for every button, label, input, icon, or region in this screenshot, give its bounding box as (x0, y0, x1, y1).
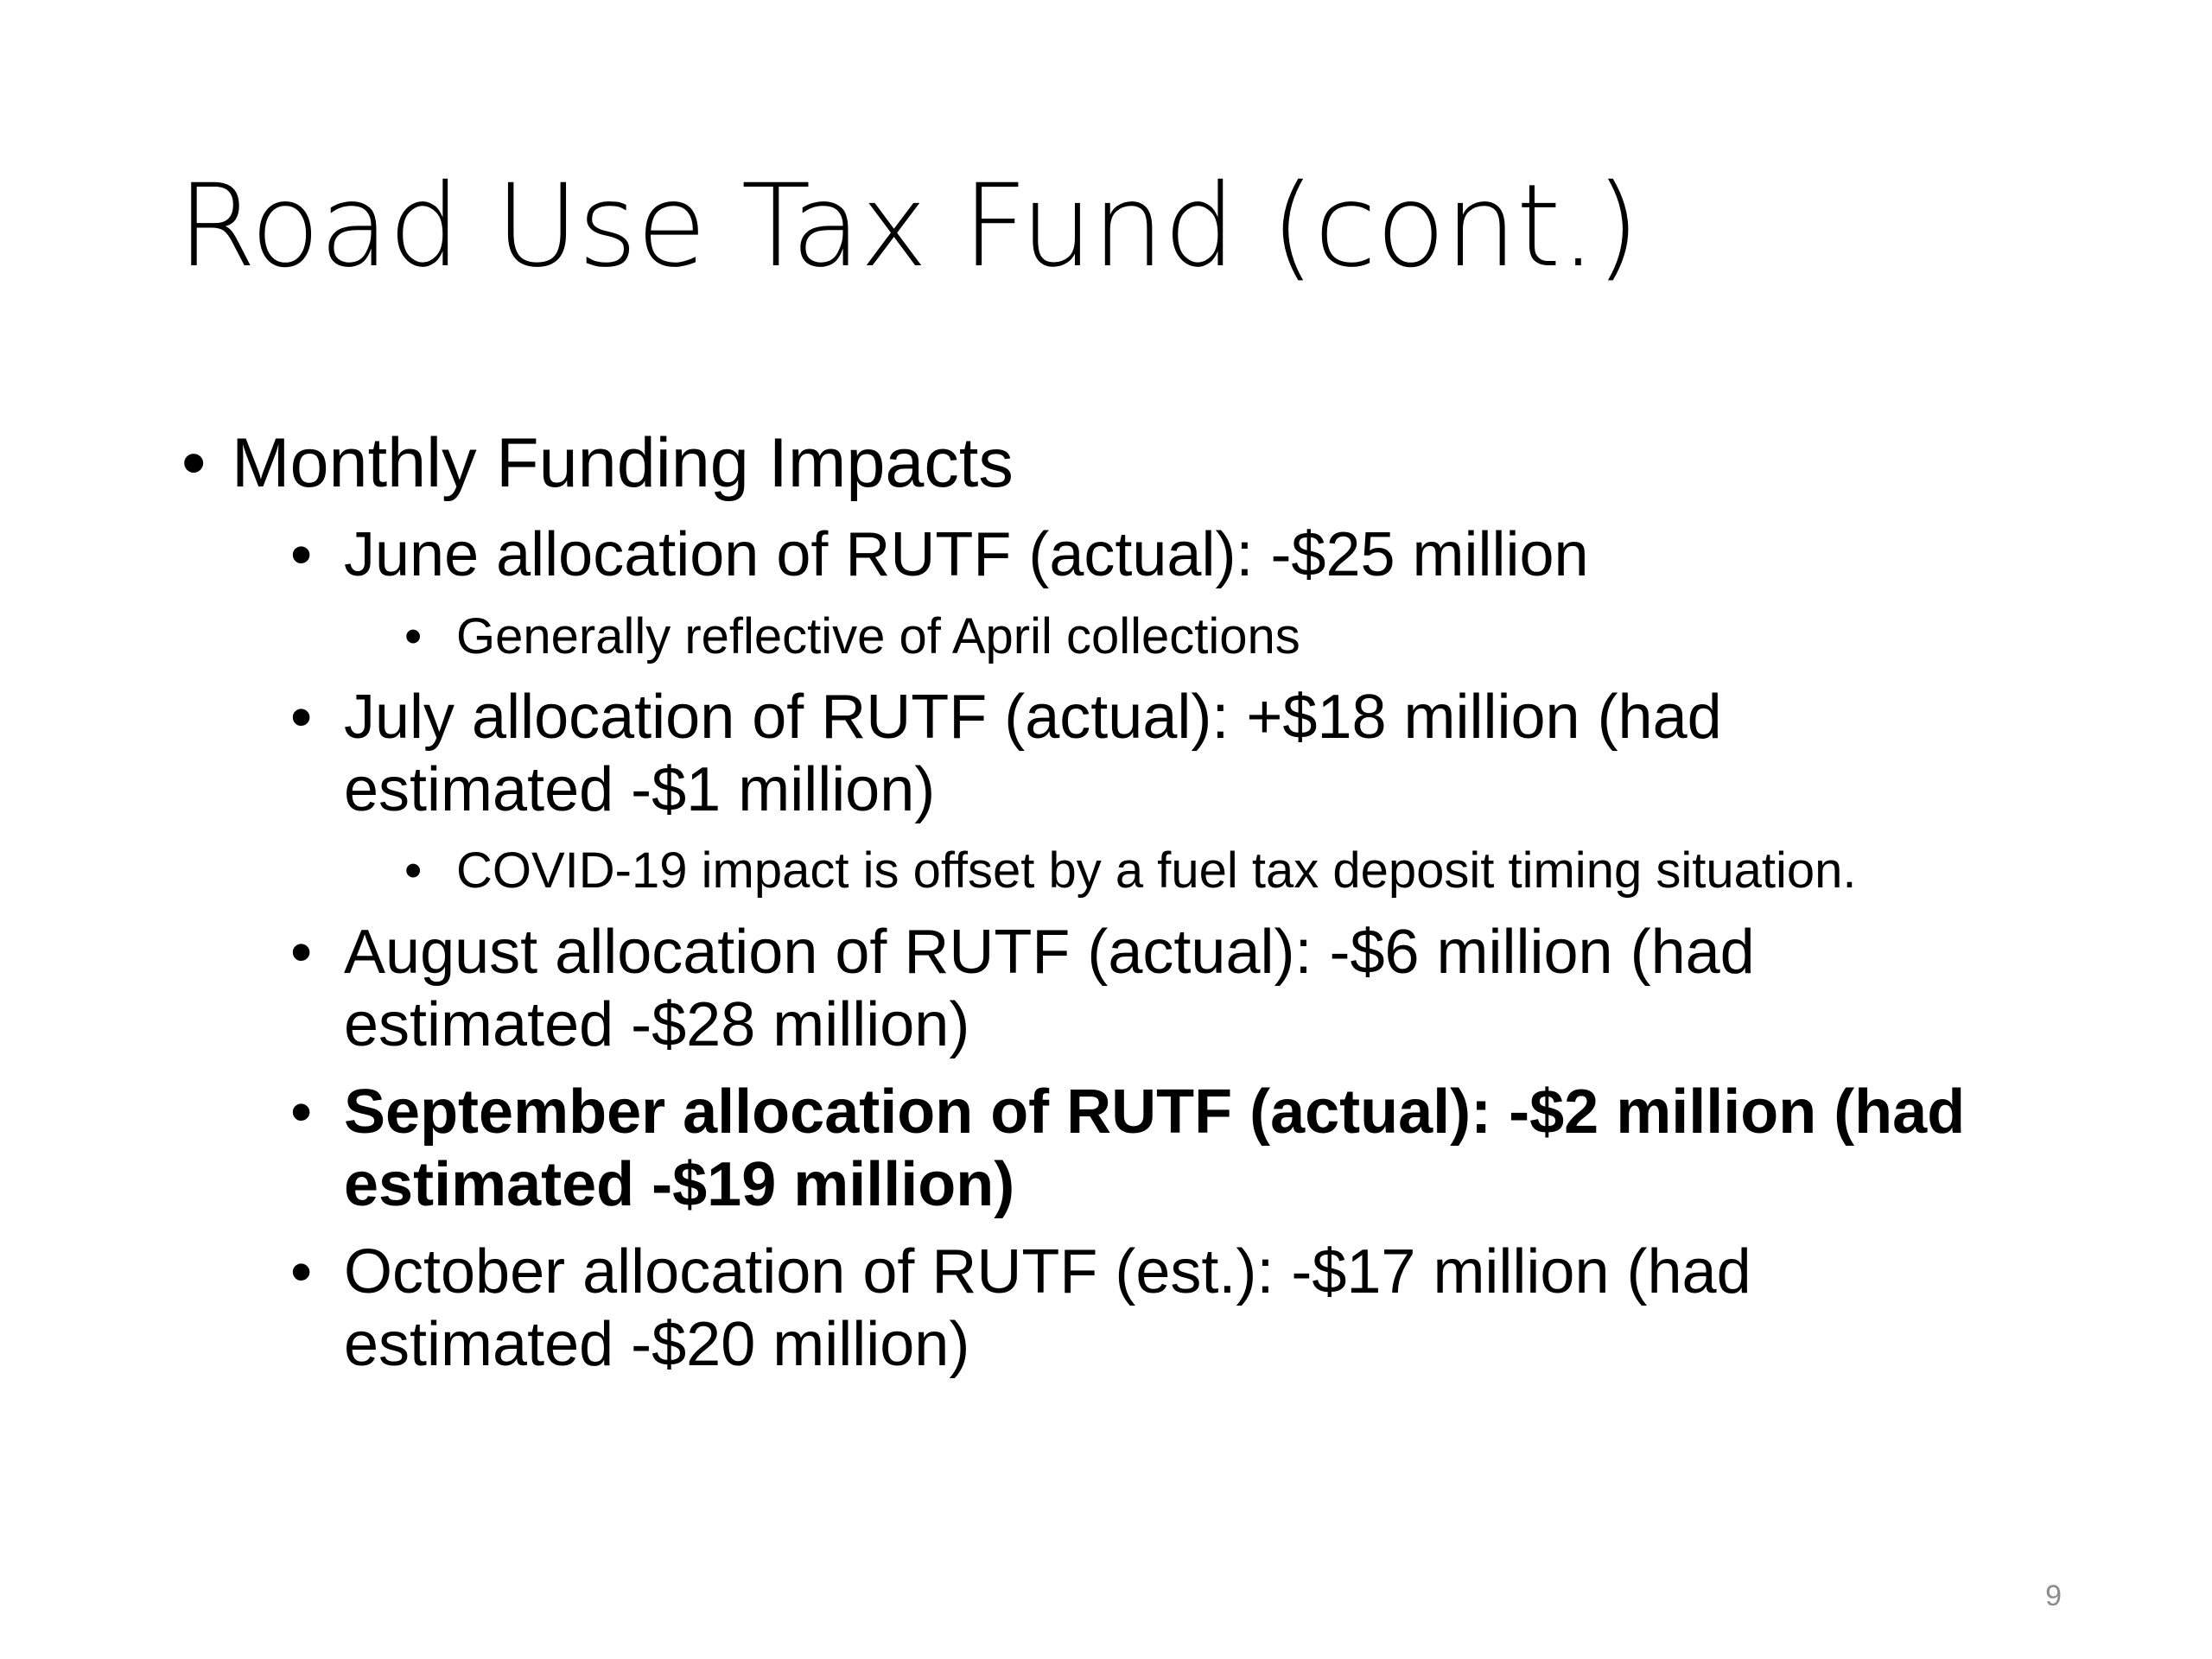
bullet-dot-icon: • (290, 1237, 313, 1306)
bullet-july-allocation (290, 681, 1722, 826)
bullet-dot-icon: • (290, 918, 313, 987)
bullet-september-allocation (290, 1076, 1966, 1221)
bullet-text-line2: estimated -$1 million) (344, 755, 936, 824)
sub-bullet-june-note (404, 607, 1300, 667)
bullet-dot-icon: • (290, 1077, 313, 1147)
bullet-text-line2: estimated -$19 million) (344, 1150, 1015, 1219)
bullet-text-line1: July allocation of RUTF (actual): +$18 million (had (344, 683, 1722, 752)
bullet-june-allocation (290, 518, 1589, 591)
bullet-monthly-funding-impacts (181, 422, 1014, 505)
bullet-dot-icon: • (290, 683, 313, 752)
bullet-text-line1: October allocation of RUTF (est.): -$17 million (had (344, 1237, 1751, 1306)
bullet-text: Generally reflective of April collections (456, 608, 1300, 664)
bullet-dot-icon: • (290, 520, 313, 589)
bullet-august-allocation (290, 916, 1755, 1061)
slide-title: Road Use Tax Fund (cont.) (177, 160, 1639, 293)
bullet-october-allocation (290, 1236, 1751, 1381)
bullet-text: COVID-19 impact is offset by a fuel tax deposit timing situation. (456, 842, 1857, 899)
bullet-dot-icon: • (181, 424, 207, 502)
bullet-text-line1: September allocation of RUTF (actual): -$2 million (had (344, 1077, 1966, 1147)
bullet-dot-icon: • (404, 842, 423, 899)
bullet-dot-icon: • (404, 608, 423, 664)
bullet-text-line2: estimated -$20 million) (344, 1310, 970, 1379)
bullet-text: June allocation of RUTF (actual): -$25 million (344, 520, 1589, 589)
page-number: 9 (2045, 1580, 2062, 1612)
bullet-text-line1: August allocation of RUTF (actual): -$6 million (had (344, 918, 1755, 987)
sub-bullet-july-note (404, 841, 1857, 901)
bullet-text: Monthly Funding Impacts (232, 424, 1014, 502)
bullet-text-line2: estimated -$28 million) (344, 990, 970, 1059)
